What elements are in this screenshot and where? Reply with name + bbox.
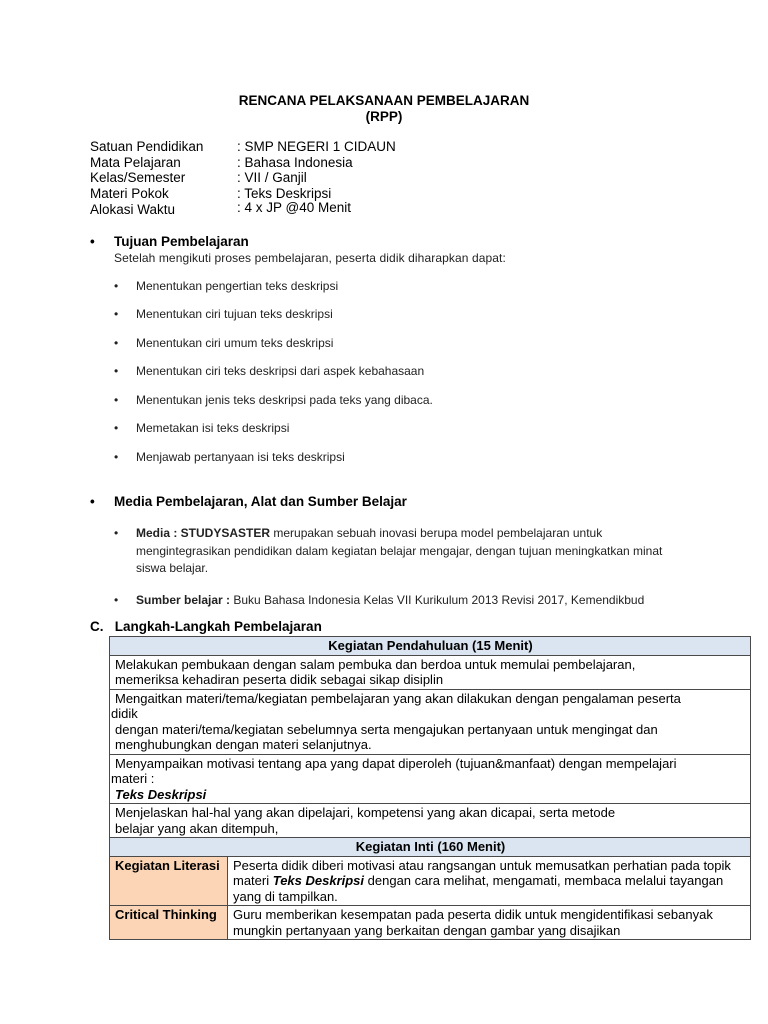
cell-text: dengan cara melihat, mengamati, membaca melalui tayangan yang di tampilkan.: [233, 873, 724, 904]
table-row: [110, 856, 751, 906]
bullet-icon: •: [114, 279, 119, 293]
cell-line: didik: [111, 706, 138, 721]
list-item-text: Menentukan ciri teks deskripsi dari aspek kebahasaan: [136, 364, 425, 378]
info-label: Mata Pelajaran: [90, 155, 181, 170]
cell-line: menghubungkan dengan materi selanjutnya.: [115, 737, 372, 752]
cell-line: belajar yang akan ditempuh,: [115, 820, 279, 836]
list-item-text: Menjawab pertanyaan isi teks deskripsi: [136, 450, 345, 464]
sumber-item: [114, 592, 754, 610]
info-value: : 4 x JP @40 Menit: [237, 200, 352, 215]
bullet-icon: •: [114, 450, 119, 464]
bullet-icon: •: [114, 393, 119, 407]
list-item-text: Memetakan isi teks deskripsi: [136, 421, 290, 435]
list-item: [114, 450, 345, 464]
media-item: [114, 525, 674, 578]
info-label: Kelas/Semester: [90, 170, 186, 185]
info-value: : Teks Deskripsi: [237, 186, 332, 201]
media-heading-text: Media Pembelajaran, Alat dan Sumber Belajar: [114, 494, 407, 509]
cell-line: materi :: [111, 771, 155, 786]
document-subtitle: (RPP): [365, 109, 403, 124]
list-item: [114, 307, 333, 321]
row-label: Critical Thinking: [110, 906, 228, 940]
table-row: [110, 754, 751, 804]
inti-header: Kegiatan Inti (160 Menit): [110, 838, 751, 857]
info-label: Satuan Pendidikan: [90, 139, 204, 154]
table-cell: [110, 804, 751, 838]
document-title: RENCANA PELAKSANAAN PEMBELAJARAN: [238, 93, 530, 108]
list-item: [114, 336, 333, 350]
section-c-heading: C. Langkah-Langkah Pembelajaran: [90, 619, 322, 634]
learning-steps-table: [109, 636, 751, 940]
cell-line: Menyampaikan motivasi tentang apa yang dapat diperoleh (tujuan&manfaat) dengan mempelajari: [115, 755, 677, 771]
emphasis-text: Teks Deskripsi: [115, 786, 207, 802]
cell-line: dengan materi/tema/kegiatan sebelumnya serta mengajukan pertanyaan untuk mengingat dan: [115, 721, 658, 737]
list-item: [114, 421, 289, 435]
table-row: [110, 655, 751, 689]
bullet-icon: •: [114, 593, 119, 607]
table-cell: [110, 689, 751, 754]
list-item: [114, 393, 433, 407]
cell-text: Guru memberikan kesempatan pada peserta didik untuk mengidentifikasi sebanyak mungkin pertanyaan yang berkaitan dengan gambar yang disajikan: [233, 907, 713, 938]
media-heading: [90, 494, 407, 509]
sumber-label: Sumber belajar :: [136, 593, 231, 607]
cell-line: Mengaitkan materi/tema/kegiatan pembelajaran yang akan dilakukan dengan pengalaman peserta: [115, 690, 681, 706]
emphasis-text: Teks Deskripsi: [272, 873, 365, 888]
pendahuluan-header: Kegiatan Pendahuluan (15 Menit): [110, 637, 751, 656]
media-description: merupakan sebuah inovasi berupa model pembelajaran untuk mengintegrasikan pendidikan dalam kegiatan belajar mengajar, dengan tujuan meningkatkan minat siswa belajar.: [136, 526, 663, 575]
cell-text: Peserta didik diberi motivasi atau rangsangan untuk memusatkan perhatian pada topik materi: [233, 857, 731, 888]
info-value: : SMP NEGERI 1 CIDAUN: [237, 139, 396, 154]
tujuan-heading-text: Tujuan Pembelajaran: [114, 234, 249, 249]
table-row: [110, 637, 751, 656]
table-row: [110, 689, 751, 754]
list-item-text: Menentukan pengertian teks deskripsi: [136, 279, 339, 293]
bullet-icon: •: [114, 421, 119, 435]
bullet-icon: •: [90, 234, 95, 249]
info-label: Materi Pokok: [90, 186, 169, 201]
media-label: Media : STUDYSASTER: [136, 526, 271, 540]
table-row: [110, 906, 751, 940]
table-cell: [228, 906, 751, 940]
tujuan-intro: Setelah mengikuti proses pembelajaran, peserta didik diharapkan dapat:: [114, 251, 506, 265]
list-item: [114, 364, 424, 378]
cell-line: memeriksa kehadiran peserta didik sebagai sikap disiplin: [115, 672, 444, 687]
info-value: : Bahasa Indonesia: [237, 155, 353, 170]
cell-line: Menjelaskan hal-hal yang akan dipelajari, kompetensi yang akan dicapai, serta metode: [115, 805, 616, 820]
table-cell: [228, 856, 751, 906]
bullet-icon: •: [90, 494, 95, 509]
info-label: Alokasi Waktu: [90, 202, 176, 217]
bullet-icon: •: [114, 336, 119, 350]
list-item-text: Menentukan ciri umum teks deskripsi: [136, 336, 334, 350]
table-cell: [110, 754, 751, 804]
list-item-text: Menentukan jenis teks deskripsi pada teks yang dibaca.: [136, 393, 433, 407]
info-value: : VII / Ganjil: [237, 170, 307, 185]
table-cell: [110, 655, 751, 689]
bullet-icon: •: [114, 364, 119, 378]
sumber-description: Buku Bahasa Indonesia Kelas VII Kurikulum 2013 Revisi 2017, Kemendikbud: [230, 593, 645, 607]
table-row: [110, 838, 751, 857]
row-label: Kegiatan Literasi: [110, 856, 228, 906]
list-item-text: Menentukan ciri tujuan teks deskripsi: [136, 307, 333, 321]
table-row: [110, 804, 751, 838]
cell-line: Melakukan pembukaan dengan salam pembuka dan berdoa untuk memulai pembelajaran,: [115, 656, 636, 672]
bullet-icon: •: [114, 526, 119, 540]
bullet-icon: •: [114, 307, 119, 321]
tujuan-heading: [90, 234, 249, 249]
list-item: [114, 279, 338, 293]
